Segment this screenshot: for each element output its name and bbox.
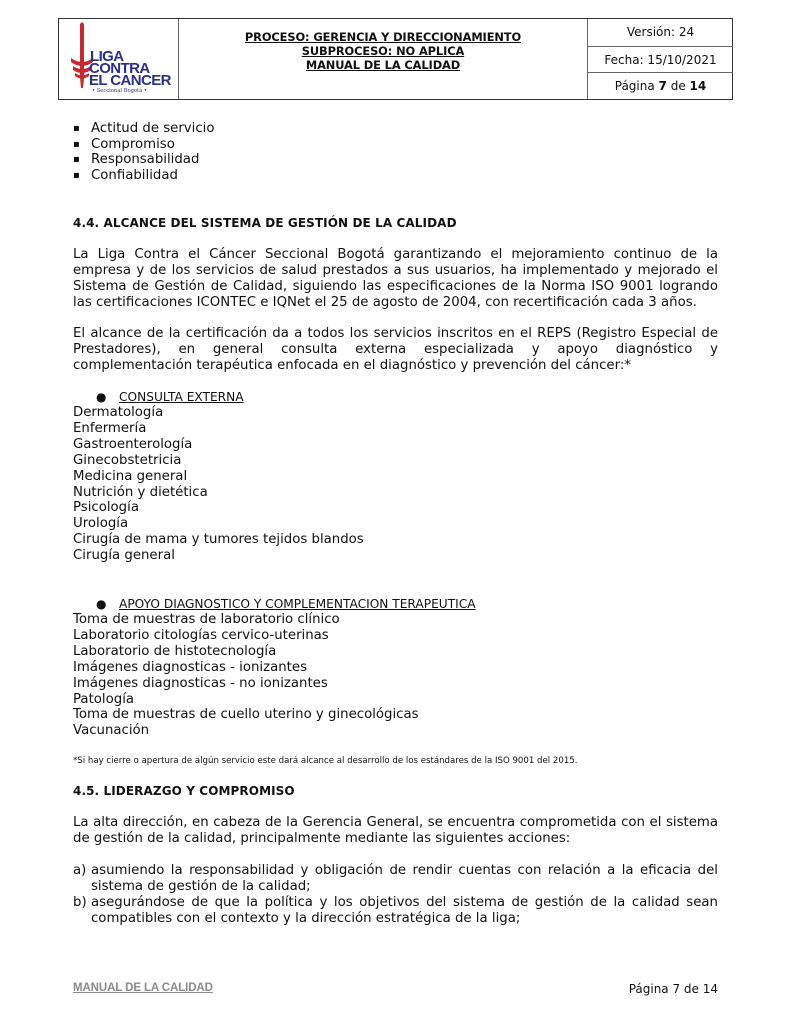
- list-item: Urología: [73, 516, 129, 532]
- values-list: [73, 121, 215, 184]
- footer-page-number: Página 7 de 14: [628, 982, 718, 996]
- list-item: [73, 895, 718, 927]
- page-current: 7: [658, 79, 667, 94]
- list-item: Dermatología: [73, 405, 164, 420]
- page-indicator: [588, 72, 733, 99]
- square-bullet-icon: ▪: [73, 123, 80, 134]
- logo-text-line2: CONTRA: [89, 60, 150, 77]
- list-item: [73, 863, 718, 895]
- list-item-text: asumiendo la responsabilidad y obligación de rendir cuentas con relación a la eficacia del sistema de gestión de la calidad;: [91, 863, 718, 894]
- list-item: Laboratorio de histotecnología: [73, 643, 277, 659]
- round-bullet-icon: ●: [96, 597, 107, 611]
- list-item: Cirugía general: [73, 548, 175, 564]
- apoyo-diagnostico-list: [73, 612, 419, 739]
- list-item: Psicología: [73, 500, 139, 516]
- meta-cell: [588, 19, 733, 99]
- list-item: Enfermería: [73, 420, 147, 436]
- page-total: 14: [689, 79, 707, 94]
- consulta-externa-list: [73, 405, 364, 564]
- section-4-4-paragraph-2: El alcance de la certificación da a todos los servicios inscritos en el REPS (Registro Especial de Prestadores), en general consulta externa especializada y apoyo diagnóstico y complementación terapéutica enfocada en el diagnóstico y prevención del cáncer:*: [73, 326, 718, 373]
- logo-cell: [59, 19, 179, 99]
- section-4-5-paragraph-1: La alta dirección, en cabeza de la Gerencia General, se encuentra comprometida con el sistema de gestión de la calidad, principalmente mediante las siguientes acciones:: [73, 815, 718, 846]
- list-item: Cirugía de mama y tumores tejidos blandos: [73, 532, 364, 548]
- document-title: MANUAL DE LA CALIDAD: [305, 58, 461, 72]
- document-header-table: [58, 18, 733, 100]
- round-bullet-icon: ●: [96, 390, 107, 404]
- category-heading-apoyo-diagnostico: ● APOYO DIAGNOSTICO Y COMPLEMENTACION TERAPEUTICA: [96, 597, 476, 611]
- list-item: ▪ Confiabilidad: [73, 168, 178, 184]
- list-item: Toma de muestras de laboratorio clínico: [73, 612, 340, 627]
- process-title: PROCESO: GERENCIA Y DIRECCIONAMIENTO: [244, 30, 522, 44]
- list-item: Medicina general: [73, 468, 188, 484]
- subprocess-title: SUBPROCESO: NO APLICA: [301, 44, 465, 58]
- logo-subtitle: • Seccional Bogotá •: [92, 88, 147, 94]
- list-item: ▪ Compromiso: [73, 136, 175, 152]
- section-heading-4-5: 4.5. LIDERAZGO Y COMPROMISO: [73, 784, 295, 798]
- square-bullet-icon: ▪: [73, 138, 80, 150]
- title-cell: [179, 19, 588, 99]
- footer-document-title: MANUAL DE LA CALIDAD: [73, 982, 213, 994]
- logo-text-line1: LIGA: [90, 48, 124, 65]
- section-heading-4-4: 4.4. ALCANCE DEL SISTEMA DE GESTIÓN DE LA CALIDAD: [73, 216, 457, 230]
- list-item: Gastroenterología: [73, 436, 193, 452]
- date-label: Fecha: 15/10/2021: [588, 46, 733, 73]
- list-item-text: asegurándose de que la política y los objetivos del sistema de gestión de la calidad sean compatibles con el contexto y la dirección estratégica de la liga;: [91, 895, 718, 926]
- list-marker: a): [73, 863, 87, 878]
- list-item: Imágenes diagnosticas - ionizantes: [73, 659, 307, 675]
- liga-contra-el-cancer-logo: [67, 22, 171, 96]
- list-item: ▪ Responsabilidad: [73, 152, 200, 168]
- square-bullet-icon: ▪: [73, 170, 80, 182]
- list-item: Laboratorio citologías cervico-uterinas: [73, 627, 329, 643]
- version-label: Versión: 24: [626, 25, 695, 39]
- page-prefix: Página: [614, 79, 659, 94]
- square-bullet-icon: ▪: [73, 154, 80, 166]
- list-item: Toma de muestras de cuello uterino y ginecológicas: [73, 707, 419, 723]
- logo-text-line3: EL CANCER: [89, 72, 171, 89]
- list-item: ▪ Actitud de servicio: [73, 121, 215, 136]
- page-sep: de: [666, 79, 690, 94]
- list-item: Vacunación: [73, 723, 150, 739]
- category-heading-consulta-externa: ● CONSULTA EXTERNA: [96, 390, 244, 404]
- list-item: Nutrición y dietética: [73, 484, 208, 500]
- list-marker: b): [73, 895, 87, 910]
- section-4-4-paragraph-1: La Liga Contra el Cáncer Seccional Bogotá garantizando el mejoramiento continuo de la empresa y de los servicios de salud prestados a sus usuarios, ha implementado y mejorado el Sistema de Gestión de Calidad, siguiendo las especificaciones de la Norma ISO 9001 logrando las certificaciones ICONTEC e IQNet el 25 de agosto de 2004, con recertificación cada 3 años.: [73, 247, 718, 310]
- list-item: Ginecobstetricia: [73, 452, 182, 468]
- actions-list: [73, 863, 718, 927]
- footnote: *Si hay cierre o apertura de algún servicio este dará alcance al desarrollo de los estándares de la ISO 9001 del 2015.: [73, 756, 578, 766]
- list-item: Imágenes diagnosticas - no ionizantes: [73, 675, 328, 691]
- list-item: Patología: [73, 691, 135, 707]
